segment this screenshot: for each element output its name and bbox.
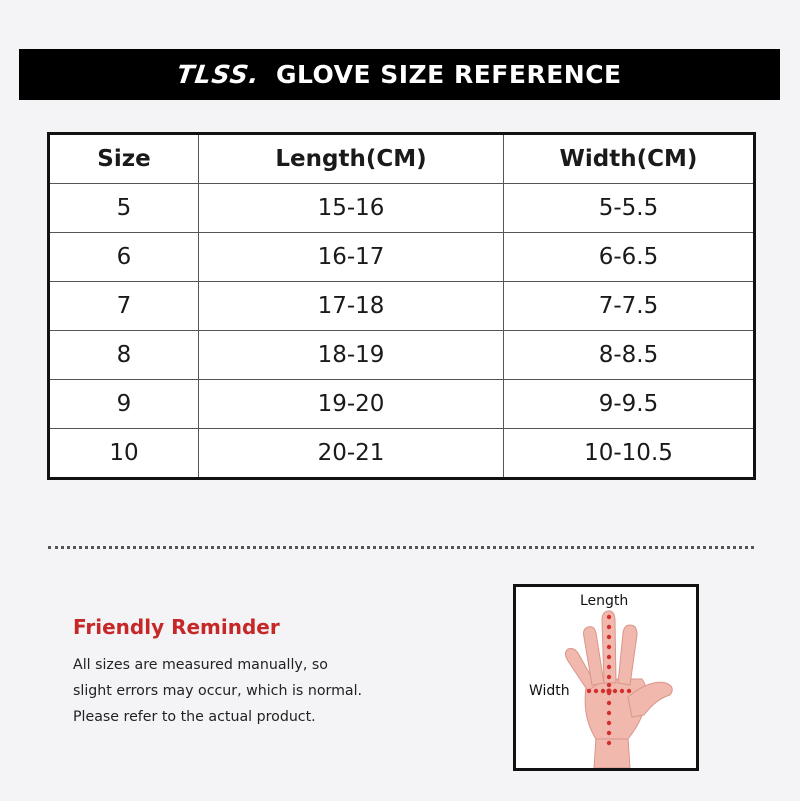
column-header-size: Size	[49, 134, 199, 184]
column-header-width: Width(CM)	[504, 134, 755, 184]
cell-size: 9	[49, 380, 199, 429]
table-row	[49, 184, 755, 233]
brand-logo: TLSS.	[175, 60, 263, 89]
size-table	[47, 132, 756, 480]
reminder-title: Friendly Reminder	[73, 615, 280, 639]
cell-size: 6	[49, 233, 199, 282]
table-row	[49, 331, 755, 380]
cell-width: 6-6.5	[504, 233, 755, 282]
cell-width: 9-9.5	[504, 380, 755, 429]
reminder-line: All sizes are measured manually, so	[73, 657, 328, 673]
table-header-row	[49, 134, 755, 184]
cell-width: 10-10.5	[504, 429, 755, 479]
cell-size: 7	[49, 282, 199, 331]
table-row	[49, 380, 755, 429]
cell-length: 15-16	[199, 184, 504, 233]
cell-size: 5	[49, 184, 199, 233]
cell-size: 10	[49, 429, 199, 479]
dotted-divider	[48, 546, 754, 549]
cell-size: 8	[49, 331, 199, 380]
cell-length: 18-19	[199, 331, 504, 380]
hand-measure-diagram	[513, 584, 699, 771]
reminder-line: slight errors may occur, which is normal.	[73, 683, 363, 699]
cell-width: 8-8.5	[504, 331, 755, 380]
width-label: Width	[529, 683, 570, 699]
column-header-length: Length(CM)	[199, 134, 504, 184]
reminder-line: Please refer to the actual product.	[73, 709, 316, 725]
table-row	[49, 429, 755, 479]
header-banner	[19, 49, 780, 100]
cell-width: 7-7.5	[504, 282, 755, 331]
cell-length: 19-20	[199, 380, 504, 429]
table-row	[49, 282, 755, 331]
cell-length: 17-18	[199, 282, 504, 331]
hand-icon	[516, 587, 696, 768]
cell-length: 16-17	[199, 233, 504, 282]
length-label: Length	[580, 593, 629, 609]
cell-length: 20-21	[199, 429, 504, 479]
cell-width: 5-5.5	[504, 184, 755, 233]
reminder-text	[73, 652, 413, 730]
page-title: GLOVE SIZE REFERENCE	[275, 60, 622, 89]
table-row	[49, 233, 755, 282]
